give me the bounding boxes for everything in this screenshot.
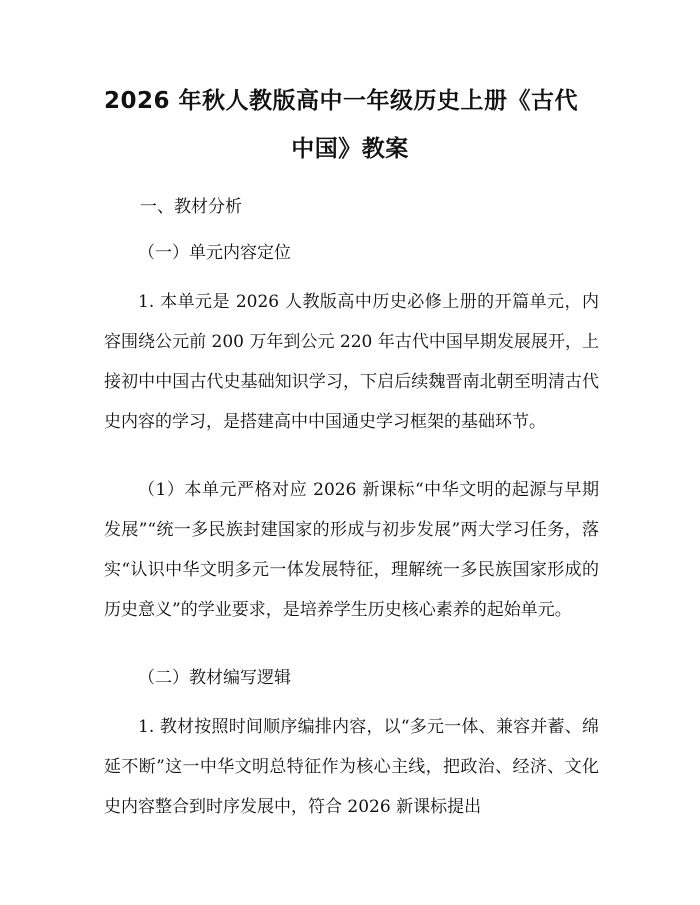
- document-title-line-2: 中国》教案: [291, 136, 409, 162]
- subsection-heading-writing-logic: （二）教材编写逻辑: [138, 668, 291, 688]
- paragraph-curriculum-standards: （1）本单元严格对应 2026 新课标“中华文明的起源与早期发展”“统一多民族封建国家的形成与初步发展”两大学习任务，落实“认识中华文明多元一体发展特征，理解统一多民族国家形成的历史意义”的学业要求，是培养学生历史核心素养的起始单元。: [104, 480, 599, 620]
- section-heading-textbook-analysis: 一、教材分析: [140, 197, 242, 217]
- subsection-heading-unit-positioning: （一）单元内容定位: [138, 243, 291, 263]
- paragraph-unit-overview: 1. 本单元是 2026 人教版高中历史必修上册的开篇单元，内容围绕公元前 200 万年到公元 220 年古代中国早期发展展开，上接初中中国古代史基础知识学习，下启后续魏晋南北朝至明清古代史内容的学习，是搭建高中中国通史学习框架的基础环节。: [104, 292, 599, 432]
- paragraph-writing-logic: 1. 教材按照时间顺序编排内容，以“多元一体、兼容并蓄、绵延不断”这一中华文明总特征作为核心主线，把政治、经济、文化史内容整合到时序发展中，符合 2026 新课标提出: [104, 717, 599, 817]
- document-title-line-1: 2026 年秋人教版高中一年级历史上册《古代: [104, 88, 579, 114]
